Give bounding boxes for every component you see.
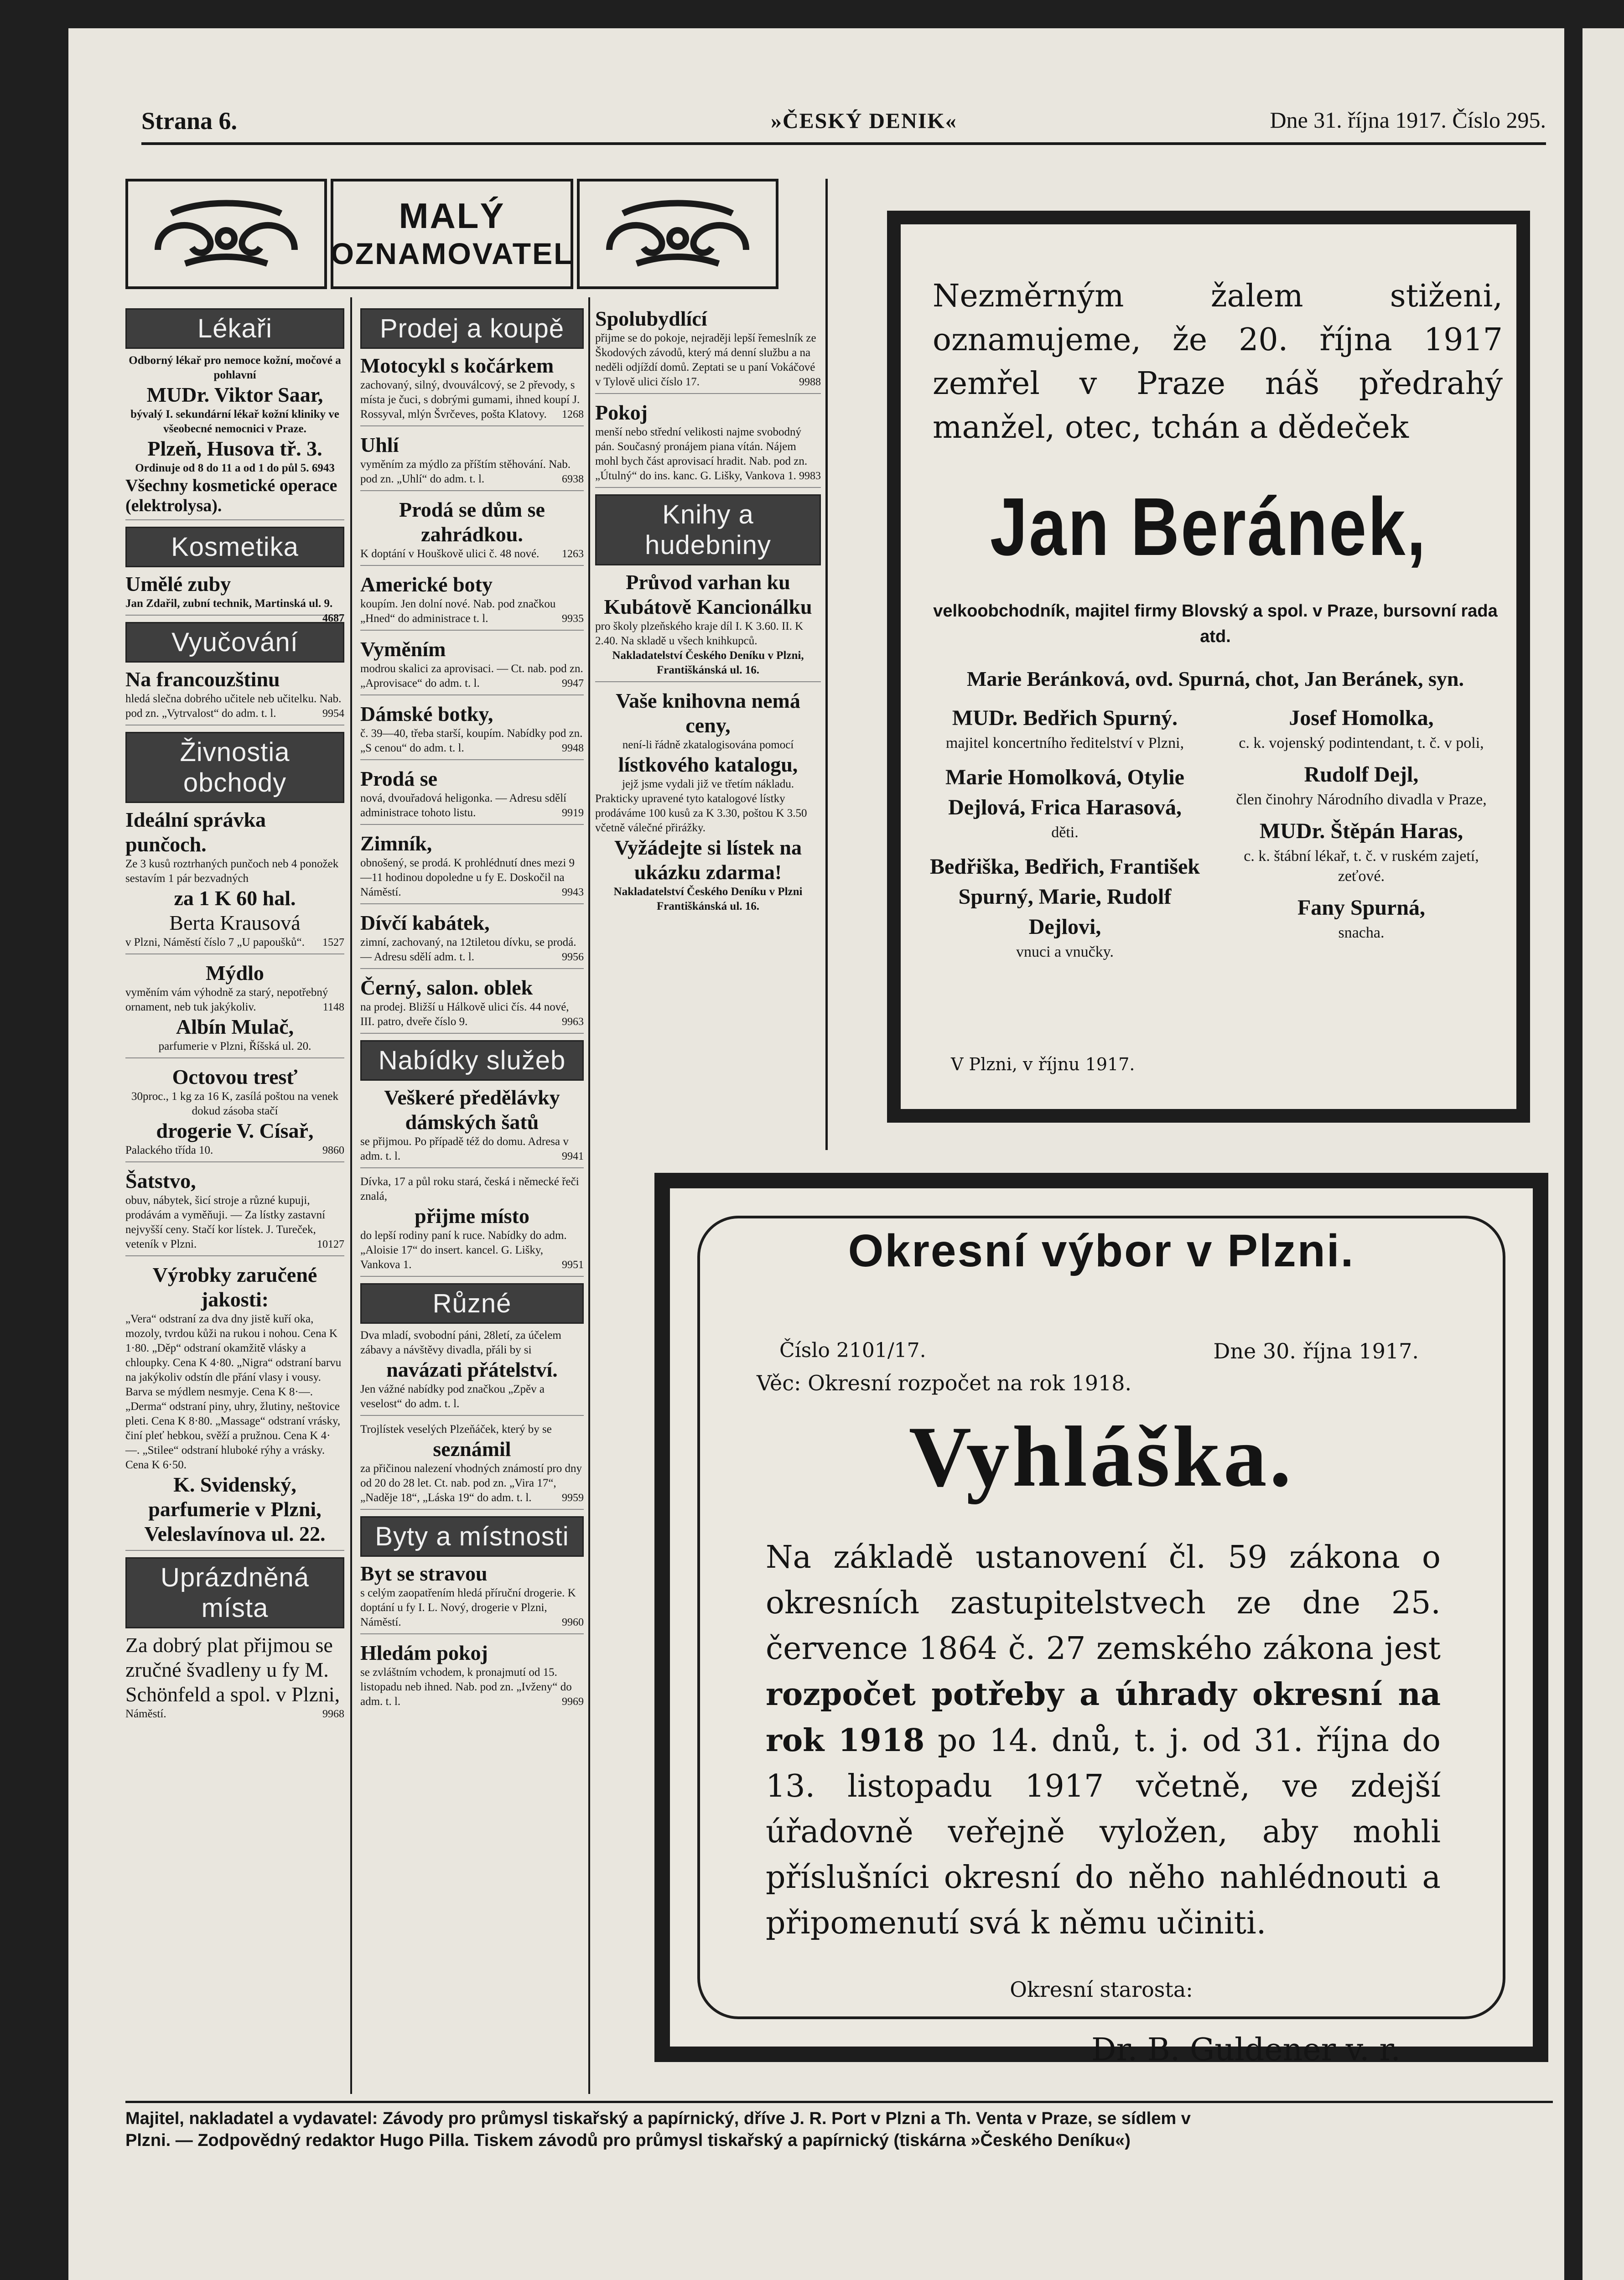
ad-title: Na francouzštinu [125,668,280,691]
ad-item [360,1328,584,1416]
imprint-line: Majitel, nakladatel a vydavatel: Závody pro průmysl tiskařský a papírnický, dříve J. R. Port v Plzni a Th. Venta v Praze, se sídlem v [125,2109,1191,2128]
ad-number: 9943 [562,886,584,898]
obituary-description: velkoobchodník, majitel firmy Blovský a spol. v Praze, bursovní rada atd. [933,601,1498,646]
ad-item [125,808,344,954]
ad-title: Hledám pokoj [360,1641,488,1664]
ad-number: 9988 [799,376,821,388]
family-name: Josef Homolka, [1289,706,1434,730]
category-header: Různé [360,1283,584,1324]
family-desc: vnuci a vnučky. [1016,943,1114,960]
ad-title: Průvod varhan ku Kubátově Kancionálku [604,570,812,618]
ad-text: Nakladatelství Českého Deníku v Plzni, Františkánská ul. 16. [612,649,804,676]
ad-item [360,1175,584,1277]
ad-number: 1268 [562,409,584,420]
category-header: Byty a místnosti [360,1516,584,1557]
notice-signatory-role: Okresní starosta: [1010,1977,1193,2002]
ad-text: modrou skalici za aprovisaci. — Ct. nab. pod zn. „Aprovisace“ do adm. t. l. [360,663,583,689]
ad-number: 9968 [322,1708,344,1720]
family-name: Marie Homolková, Otylie Dejlová, Frica Harasová, [945,765,1184,819]
ornament-left-icon [125,179,327,289]
ad-text: Nakladatelství Českého Deníku v Plzni Františkánská ul. 16. [613,886,803,912]
ad-item [360,975,584,1034]
ad-text: koupím. Jen dolní nové. Nab. pod značkou „Hned“ do administrace t. l. [360,598,556,625]
ad-text: na prodej. Bližší u Hálkově ulici čís. 44 nové, III. patro, dveře číslo 9. [360,1001,569,1028]
ad-text: za přičinou nalezení vhodných známostí pro dny od 20 do 28 let. Ct. nab. pod zn. „Vira 17“, „Naděje 18“, „Láska 19“ do adm. t. l. [360,1462,582,1504]
ad-title: Zimník, [360,832,432,855]
ad-number: 9969 [562,1696,584,1708]
ad-text: Jan Zdařil, zubní technik, Martinská ul. 9. [125,597,333,610]
ad-number: 9860 [322,1145,344,1156]
classifieds-column-3 [595,306,821,914]
imprint-rule [125,2101,1553,2103]
notice-body-text: Na základě ustanovení čl. 59 zákona o okresních zastupitelstvech ze dne 25. července 1864 č. 27 zemského zákona jest [766,1539,1441,1667]
ad-text: se zvláštním vchodem, k pronajmutí od 15. listopadu neb ihned. Nab. pod zn. „Ivženy“ do adm. t. l. [360,1666,572,1708]
family-name: Rudolf Dejl, [1304,762,1419,787]
ad-number: 9935 [562,613,584,625]
ad-item [360,1422,584,1510]
ad-title: Americké boty [360,573,493,596]
ad-title: Motocykl s kočárkem [360,354,554,377]
ad-item [360,1561,584,1634]
ad-text: zachovaný, silný, dvouválcový, se 2 převody, s místa je čuci, s dobrými gumami, ihned koupí J. Rossyval, mlýn Švrčeves, pošta Klatovy. [360,379,580,420]
ad-title: Veškeré předělávky dámských šatů [384,1086,560,1134]
ad-item [125,1263,344,1551]
ad-title: Dámské botky, [360,702,493,725]
ad-text: Náměstí. [125,1708,166,1720]
ad-text: Palackého třída 10. [125,1144,213,1156]
imprint-line: Plzni. — Zodpovědný redaktor Hugo Pilla. Tiskem závodů pro průmysl tiskařský a papírnický (tiskárna »Českého Deníku«) [125,2131,1131,2150]
ad-number: 9954 [322,708,344,720]
ad-title: Vyměním [360,637,446,661]
obituary-family-right [1220,703,1503,943]
family-desc: snacha. [1338,924,1385,941]
ad-number: 1527 [322,937,344,948]
category-header: Prodej a koupě [360,308,584,349]
ad-title: Ideální správka punčoch. [125,808,266,856]
column-rule [350,297,352,2094]
ad-text: hledá slečna dobrého učitele neb učitelku. Nab. pod zn. „Vytrvalost“ do adm. t. l. [125,693,342,720]
ad-title: Plzeň, Husova tř. 3. [147,437,322,460]
ad-title: lístkového katalogu, [618,753,798,776]
section-title [331,179,573,289]
obituary-family-left [928,703,1202,962]
ad-title: Prodá se [360,767,438,790]
ad-item [360,767,584,825]
ad-title: Vaše knihovna nemá ceny, [616,689,800,737]
category-header: Uprázdněná místa [125,1557,344,1628]
ad-number: 10127 [317,1238,344,1250]
notice-body-bold: rozpočet potřeby a úhrady okresní na rok 1918 [766,1676,1441,1759]
page-number: Strana 6. [141,107,238,135]
ad-title: Prodá se dům se zahrádkou. [399,498,545,546]
ad-title: Dívčí kabátek, [360,911,490,934]
ad-title: Berta Krausová [169,911,301,934]
family-desc: c. k. štábní lékař, t. č. v ruském zajetí, [1244,848,1479,865]
family-desc: zeťové. [1338,868,1385,885]
category-header: Vyučování [125,622,344,663]
ad-number: 9947 [562,678,584,689]
ad-number: 6938 [562,473,584,485]
ad-title: Uhlí [360,433,399,456]
obituary-date: V Plzni, v říjnu 1917. [951,1054,1135,1074]
ad-text: č. 39—40, třeba starší, koupím. Nabídky pod zn. „S cenou“ do adm. t. l. [360,727,583,754]
notice-subject: Věc: Okresní rozpočet na rok 1918. [757,1371,1132,1395]
notice-date: Dne 30. října 1917. [1213,1339,1419,1363]
family-name: Fany Spurná, [1297,896,1426,920]
ad-text: pro školy plzeňského kraje díl I. K 3.60. II. K 2.40. Na skladě u všech knihkupců. [595,620,804,647]
ad-title: MUDr. Viktor Saar, [146,383,323,406]
ad-title: Byt se stravou [360,1562,488,1585]
ad-text: vyměním za mýdlo za příštím stěhování. Nab. pod zn. „Uhlí“ do adm. t. l. [360,458,571,485]
obituary-lead: Nezměrným žalem stiženi, oznamujeme, že 20. října 1917 zemřel v Praze náš předrahý manžel, otec, tchán a dědeček [933,278,1503,446]
ad-title: Umělé zuby [125,572,231,596]
ad-text: vyměním vám výhodně za starý, nepotřebný ornament, neb tuk jakýkoliv. [125,986,328,1013]
ad-item [125,667,344,725]
ad-item [125,572,344,624]
ad-text: 30proc., 1 kg za 16 K, zasílá poštou na venek dokud zásoba stačí [131,1090,339,1117]
ad-title: Spolubydlící [595,307,707,330]
ad-item [360,637,584,695]
ad-number: 9941 [562,1150,584,1162]
category-header: Knihy a hudebniny [595,494,821,565]
ad-item [595,400,821,488]
ad-item [360,911,584,969]
ad-number: 4687 [322,612,344,624]
notice-body-text: po 14. dnů, t. j. od 31. října do 13. listopadu 1917 včetně, ve zdejší úřadovně veřejně vyložen, aby mohli příslušníci okresní do něho nahlédnouti a připomenutí svá k němu učiniti. [766,1723,1441,1941]
category-header: Živnostia obchody [125,732,344,803]
ad-item [360,831,584,904]
ad-text: jejž jsme vydali již ve třetím nákladu. [622,778,794,790]
notice-title: Okresní výbor v Plzni. [848,1225,1355,1276]
ad-title: Albín Mulač, [176,1015,294,1038]
ad-text: menší nebo střední velikosti najme svobodný pán. Současný pronájem piana vítán. Nájem mohl bych část aprovisací hradit. Nab. pod zn. „Útulný“ do ins. kanc. G. Lišky, Vankova 1. [595,426,808,482]
family-name: Bedřiška, Bedřich, František Spurný, Marie, Rudolf Dejlovi, [929,855,1200,939]
ad-number: 1148 [322,1001,344,1013]
ad-title: za 1 K 60 hal. [174,886,296,910]
ad-number: 1263 [562,548,584,560]
ad-number: 9919 [562,807,584,819]
ad-text: obuv, nábytek, šicí stroje a různé kupuji, prodávám a vyměňuji. — Za lístky zastavní nejvyšší ceny. Stačí kor lístek. J. Tureček, veteník v Plzni. [125,1194,326,1250]
newspaper-page [68,28,1564,2280]
ad-title: Výrobky zaručené jakosti: [152,1263,317,1311]
classifieds-column-2 [360,302,584,1709]
ad-item [595,689,821,914]
adjacent-page-edge [1582,28,1624,2280]
section-title-line1: MALÝ [399,196,505,236]
ad-number: 9983 [799,470,821,482]
ad-text: Jen vážné nabídky pod značkou „Zpěv a veselost“ do adm. t. l. [360,1383,545,1410]
ad-item [360,1085,584,1168]
ad-item [360,702,584,760]
ad-text: parfumerie v Plzni, Říšská ul. 20. [158,1040,311,1052]
ad-title: drogerie V. Císař, [156,1119,314,1142]
ad-text: v Plzni, Náměstí číslo 7 „U papoušků“. [125,936,305,948]
ad-title: Mýdlo [206,961,264,985]
ad-item [125,353,344,520]
ad-text: Dívka, 17 a půl roku stará, česká i německé řeči znalá, [360,1176,579,1202]
ad-number: 9959 [562,1492,584,1504]
ad-item [360,572,584,631]
family-desc: c. k. vojenský podintendant, t. č. v poli, [1239,735,1484,751]
notice-number: Číslo 2101/17. [779,1339,926,1362]
ad-number: 9951 [562,1259,584,1271]
ad-text: K doptání v Houškově ulici č. 48 nové. [360,548,540,560]
category-header: Nabídky služeb [360,1040,584,1081]
ad-item [125,961,344,1058]
ad-title: K. Svidenský, parfumerie v Plzni, Veleslavínova ul. 22. [144,1473,326,1545]
imprint [125,2108,1553,2151]
ad-number: 9956 [562,951,584,963]
obituary-notice [887,211,1530,1123]
column-rule [825,179,828,1150]
ad-title: Pokoj [595,401,648,424]
ad-title: Za dobrý plat přijmou se zručné švadleny u fy M. Schönfeld a spol. v Plzni, [125,1633,340,1706]
obituary-family-line: Marie Beránková, ovd. Spurná, chot, Jan Beránek, syn. [966,667,1464,690]
category-header: Kosmetika [125,527,344,567]
ad-text: Ordinuje od 8 do 11 a od 1 do půl 5. [135,462,309,474]
section-title-line2: OZNAMOVATEL [330,237,574,270]
ad-text: bývalý I. sekundární lékař kožní kliniky ve všeobecné nemocnici v Praze. [130,408,339,435]
ad-item [125,1169,344,1256]
ad-title: Vyžádejte si lístek na ukázku zdarma! [614,836,802,884]
ad-item [125,1633,344,1721]
ad-text: není-li řádně zkatalogisována pomocí [622,739,794,751]
ad-text: Odborný lékař pro nemoce kožní, močové a pohlavní [129,354,341,381]
ad-title: Černý, salon. oblek [360,976,533,999]
ad-text: „Vera“ odstraní za dva dny jistě kuří oka, mozoly, tvrdou kůži na rukou i nohou. Cena K 1·80. „Děp“ odstraní okamžitě vlásky a chloupky. Cena K 4·80. „Nigra“ odstraní barvu na jakýkoliv odstín dle přání vlasy i vousy. Barva se mýdlem nesmyje. Cena K 8·—. „Derma“ odstraní piny, uhry, žlutiny, neštovice pleti. Cena K 8·80. „Massage“ odstraní vrásky, činí pleť hebkou, svěží a pružnou. Cena K 4·—. „Stilee“ odstraní hluboké rýhy a vrásky. Cena K 6·50. [125,1313,342,1471]
ad-item [125,1065,344,1162]
ad-title: Šatstvo, [125,1169,196,1192]
family-name: MUDr. Štěpán Haras, [1259,819,1463,843]
ad-text: Ze 3 kusů roztrhaných punčoch neb 4 ponožek sestavím 1 pár bezvadných [125,858,339,885]
paper-name: »ČESKÝ DENIK« [771,109,957,133]
obituary-name: Jan Beránek, [990,481,1427,573]
notice-signature: Dr. B. Guldener v. r. [1091,2032,1401,2068]
ad-number: 6943 [311,462,335,474]
ad-title: seznámil [433,1437,511,1461]
classifieds-column-1 [125,302,344,1721]
notice-heading: Vyhláška. [908,1409,1294,1505]
ad-item [360,497,584,566]
column-rule [588,297,590,2094]
ad-title: Octovou tresť [172,1065,298,1088]
ad-text: Trojlístek veselých Plzeňáček, který by se [360,1423,552,1435]
ad-item [360,1641,584,1709]
masthead [141,107,1546,143]
ad-item [360,353,584,426]
notice-body [766,1535,1441,1946]
district-notice [654,1173,1548,2068]
ad-text: obnošený, se prodá. K prohlédnutí dnes mezi 9—11 hodinou dopoledne u fy E. Doskočil na Náměstí. [360,857,575,898]
ad-text: Prakticky upravené tyto katalogové lístky prodáváme 100 kusů za K 3.30, poštou K 3.50 včetně válečné přirážky. [595,793,807,834]
ad-text: Dva mladí, svobodní páni, 28letí, za účelem zábavy a návštěvy divadla, přáli by si [360,1329,561,1356]
ad-text: s celým zaopatřením hledá příruční drogerie. K doptání u fy I. L. Nový, drogerie v Plzni, Náměstí. [360,1587,576,1628]
ad-number: 9963 [562,1016,584,1028]
ad-title: navázati přátelství. [386,1358,558,1381]
ornament-right-icon [577,179,778,289]
family-desc: člen činohry Národního divadla v Praze, [1236,791,1487,808]
ad-text: se přijmou. Po případě též do domu. Adresa v adm. t. l. [360,1135,569,1162]
ad-item [360,433,584,491]
family-desc: majitel koncertního ředitelství v Plzni, [945,735,1184,751]
ad-item [595,570,821,682]
family-name: MUDr. Bedřich Spurný. [952,706,1178,730]
ad-text: Všechny kosmetické operace (elektrolysa). [125,476,337,515]
family-desc: děti. [1051,824,1079,841]
ad-text: nová, dvouřadová heligonka. — Adresu sdělí administrace tohoto listu. [360,792,566,819]
ad-text: do lepší rodiny paní k ruce. Nabídky do adm. „Aloisie 17“ do insert. kancel. G. Lišky, Vankova 1. [360,1229,567,1271]
issue-date: Dne 31. října 1917. Číslo 295. [1270,107,1546,133]
ad-number: 9948 [562,742,584,754]
ad-text: zimní, zachovaný, na 12tiletou dívku, se prodá. — Adresu sdělí adm. t. l. [360,936,576,963]
ad-title: přijme místo [415,1204,529,1228]
category-header: Lékaři [125,308,344,349]
ad-text: přijme se do pokoje, nejraději lepší řemeslník ze Škodových závodů, který má denní službu a na neděli odjíždí domů. Zeptati se u paní Vokáčové v Tylově ulici číslo 17. [595,332,816,388]
ad-item [595,306,821,394]
ad-number: 9960 [562,1617,584,1628]
